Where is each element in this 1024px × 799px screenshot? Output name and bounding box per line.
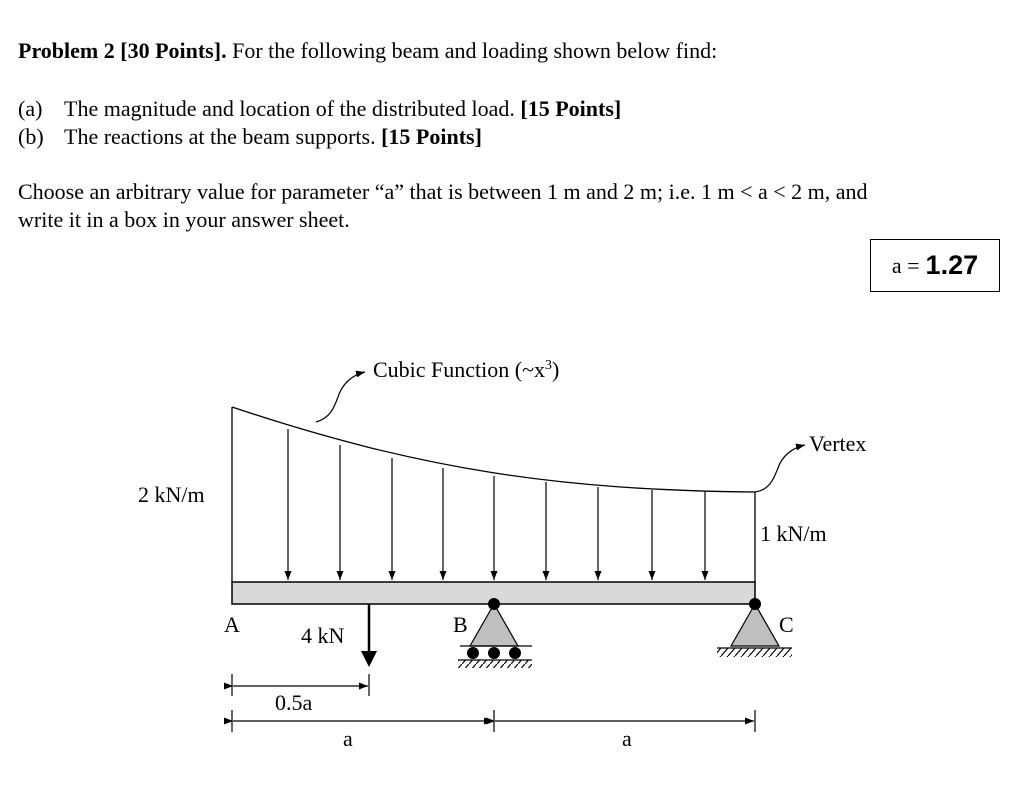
answer-label: a =: [891, 252, 920, 278]
curve-leader: [316, 372, 365, 422]
point-load-arrow: [361, 604, 377, 667]
part-b-text: The reactions at the beam supports.: [64, 124, 382, 149]
load-arrows: [288, 429, 705, 580]
dim-a-left-label: a: [343, 726, 353, 751]
support-b: [458, 598, 532, 668]
part-a-label: (a): [18, 96, 43, 121]
curve-label: Cubic Function $(\sim x^3)$: [373, 357, 560, 382]
right-load-label: 1 kN/m: [760, 521, 827, 546]
left-load-label: 2 kN/m: [138, 482, 205, 507]
part-b-label: (b): [18, 124, 44, 149]
part-a-points: [15 Points]: [520, 96, 622, 121]
part-a-text: The magnitude and location of the distributed load.: [64, 96, 521, 121]
dim-a-right-label: a: [622, 726, 632, 751]
point-a-label: A: [224, 612, 240, 637]
problem-heading: Problem 2 [30 Points].: [18, 38, 227, 63]
problem-intro: For the following beam and loading shown below find:: [226, 38, 718, 63]
answer-value: 1.27: [925, 250, 979, 280]
vertex-leader: [755, 445, 805, 492]
point-b-label: B: [453, 612, 468, 637]
instruction-line-2: write it in a box in your answer sheet.: [18, 207, 350, 232]
instruction-line-1: Choose an arbitrary value for parameter “a” that is between 1 m and 2 m; i.e. 1 m < a < 2 m, and: [18, 179, 868, 204]
dim-half-a-label: 0.5a: [275, 690, 313, 715]
vertex-label: Vertex: [809, 431, 867, 456]
point-c-label: C: [779, 612, 794, 637]
point-load-label: 4 kN: [301, 623, 345, 648]
part-b-points: [15 Points]: [381, 124, 482, 149]
